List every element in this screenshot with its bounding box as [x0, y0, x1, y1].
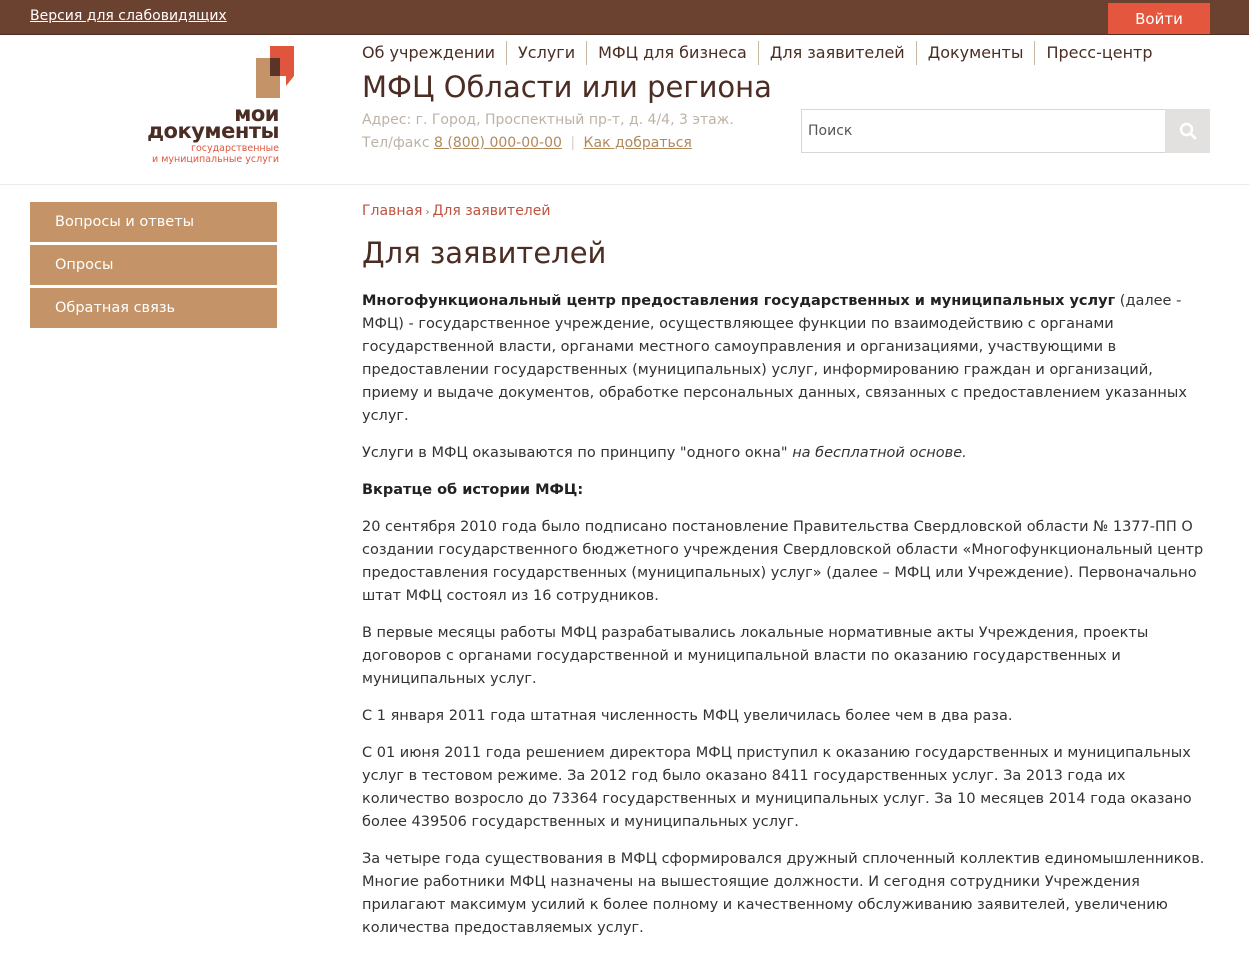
page-title: Для заявителей — [362, 236, 607, 270]
phone-label: Тел/факс — [362, 135, 430, 151]
intro-paragraph — [362, 290, 1207, 428]
logo-emblem-icon — [256, 46, 294, 98]
directions-link[interactable]: Как добраться — [583, 135, 692, 151]
nav-item-about[interactable]: Об учреждении — [362, 43, 496, 62]
logo-subtitle-line2: и муниципальные услуги — [152, 154, 279, 165]
search-button[interactable] — [1165, 109, 1210, 153]
main-nav — [362, 40, 1164, 66]
header-divider — [0, 184, 1249, 185]
nav-item-applicants[interactable]: Для заявителей — [758, 41, 916, 65]
logo-text-line2: документы — [147, 119, 279, 143]
nav-item-documents[interactable]: Документы — [916, 41, 1035, 65]
address-text: Адрес: г. Город, Проспектный пр-т, д. 4/4, 3 этаж. — [362, 112, 734, 128]
logo-text-line1: мои — [234, 102, 279, 126]
history-paragraph-4: С 01 июня 2011 года решением директора МФЦ приступил к оказанию государственных и муниципальных услуг в тестовом режиме. За 2012 год было оказано 8411 государственных услуг. За 2013 года их количество возросло до 73364 государственных и муниципальных услуг. За 10 месяцев 2014 года оказано более 439506 государственных и муниципальных услуг. — [362, 745, 1192, 830]
search-icon — [1179, 122, 1197, 140]
history-paragraph-1: 20 сентября 2010 года было подписано постановление Правительства Свердловской области № 1377-ПП О создании государственного бюджетного учреждения Свердловской области «Многофункциональный центр предоставления государственных (муниципальных) услуг» (далее – МФЦ или Учреждение). Первоначально штат МФЦ состоял из 16 сотрудников. — [362, 519, 1204, 604]
one-window-paragraph — [362, 442, 1207, 465]
sidebar-menu — [30, 202, 277, 331]
page-content — [362, 290, 1207, 954]
sidebar-item-faq[interactable]: Вопросы и ответы — [30, 202, 277, 242]
history-heading — [362, 479, 1207, 502]
search-input[interactable] — [801, 109, 1165, 153]
nav-item-press[interactable]: Пресс-центр — [1034, 41, 1163, 65]
intro-text: (далее - МФЦ) - государственное учреждение, осуществляющее функции по взаимодействию с органами государственной власти, органами местного самоуправления и организациями, участвующими в предоставлении государственных (муниципальных) услуг, информированию граждан и организаций, приему и выдаче документов, обработке персональных данных, связанных с предоставлением указанных услуг. — [362, 293, 1187, 424]
history-paragraph-3: С 1 января 2011 года штатная численность МФЦ увеличилась более чем в два раза. — [362, 708, 1013, 724]
breadcrumb — [362, 203, 550, 219]
breadcrumb-home[interactable]: Главная — [362, 203, 423, 219]
one-window-text: Услуги в МФЦ оказываются по принципу "одного окна" — [362, 445, 793, 461]
nav-item-business[interactable]: МФЦ для бизнеса — [586, 41, 758, 65]
logo-subtitle-line1: государственные — [190, 143, 279, 154]
login-button[interactable]: Войти — [1108, 3, 1210, 34]
logo-subtitle — [129, 143, 279, 165]
organization-title: МФЦ Области или региона — [362, 70, 772, 104]
breadcrumb-current[interactable]: Для заявителей — [432, 203, 551, 219]
nav-item-services[interactable]: Услуги — [506, 41, 586, 65]
contacts — [362, 135, 692, 151]
phone-link[interactable]: 8 (800) 000-00-00 — [434, 135, 562, 151]
accessibility-version-link[interactable]: Версия для слабовидящих — [30, 8, 227, 24]
history-heading-text: Вкратце об истории МФЦ: — [362, 482, 584, 498]
sidebar-item-polls[interactable]: Опросы — [30, 245, 277, 285]
breadcrumb-separator: › — [425, 207, 430, 218]
history-paragraph-2: В первые месяцы работы МФЦ разрабатывались локальные нормативные акты Учреждения, проекты договоров с органами государственной и муниципальной власти по оказанию государственных и муниципальных услуг. — [362, 625, 1149, 687]
logo[interactable] — [138, 46, 283, 171]
free-basis-text: на бесплатной основе. — [792, 445, 967, 461]
contacts-separator: | — [570, 135, 576, 151]
sidebar-item-feedback[interactable]: Обратная связь — [30, 288, 277, 328]
intro-bold-text: Многофункциональный центр предоставления государственных и муниципальных услуг — [362, 293, 1116, 309]
top-bar — [0, 0, 1249, 35]
history-paragraph-5: За четыре года существования в МФЦ сформировался дружный сплоченный коллектив единомышленников. Многие работники МФЦ назначены на вышестоящие должности. И сегодня сотрудники Учреждения прилагают максимум усилий к более полному и качественному обслуживанию заявителей, увеличению количества предоставляемых услуг. — [362, 851, 1205, 936]
